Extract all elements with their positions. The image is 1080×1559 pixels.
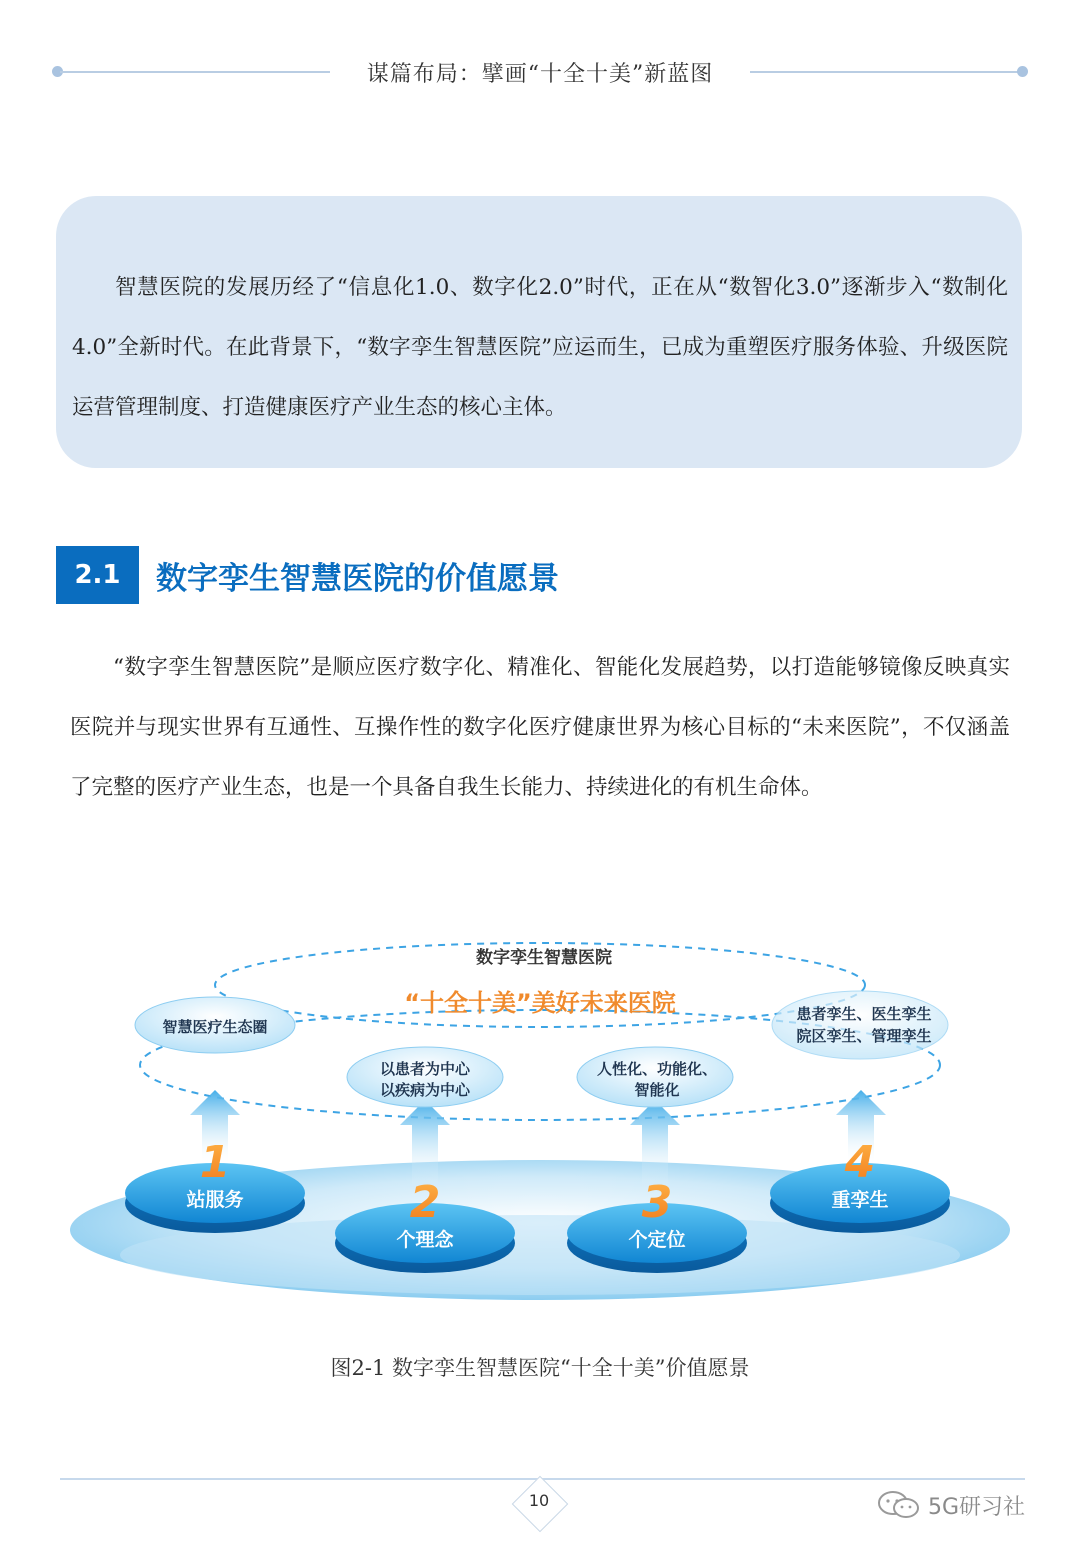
summary-callout — [56, 196, 1022, 468]
running-title: 谋篇布局：擘画“十全十美”新蓝图 — [366, 62, 714, 87]
header-dot-right — [1017, 66, 1028, 77]
label-twins-line2: 院区孪生、管理孪生 — [796, 1027, 932, 1045]
bubble-twins — [772, 991, 948, 1059]
page-number: 10 — [528, 1491, 550, 1510]
label-center-patient: 以患者为中心 — [379, 1060, 471, 1078]
body-paragraph: “数字孪生智慧医院”是顺应医疗数字化、精准化、智能化发展趋势，以打造能够镜像反映真实医院并与现实世界有互通性、互操作性的数字化医疗健康世界为核心目标的“未来医院”，不仅涵盖了完整的医疗产业生态，也是一个具备自我生长能力、持续进化的有机生命体。 — [70, 655, 1010, 800]
figure-headline: “十全十美”美好未来医院 — [404, 989, 676, 1017]
body-text — [70, 638, 1010, 818]
figure-top-label: 数字孪生智慧医院 — [476, 948, 612, 968]
header-rule-left — [60, 71, 330, 73]
header-rule-right — [750, 71, 1020, 73]
page-header — [52, 50, 1028, 94]
pillar-label-4: 重孪生 — [831, 1189, 889, 1211]
pillar-number-2: 2 — [409, 1177, 441, 1228]
label-traits-line1: 人性化、功能化、 — [596, 1060, 718, 1078]
pillar-label-1: 站服务 — [186, 1189, 244, 1211]
value-vision-figure — [60, 925, 1020, 1320]
pillar-label-2: 个理念 — [396, 1229, 454, 1251]
figure-graphic — [60, 925, 1020, 1320]
section-title: 数字孪生智慧医院的价值愿景 — [156, 561, 559, 597]
label-ecosystem: 智慧医疗生态圈 — [162, 1018, 268, 1036]
pillar-number-1: 1 — [199, 1137, 231, 1188]
summary-text: 智慧医院的发展历经了“信息化1.0、数字化2.0”时代，正在从“数智化3.0”逐渐步入“数制化4.0”全新时代。在此背景下，“数字孪生智慧医院”应运而生，已成为重塑医疗服务体验、升级医院运营管理制度、打造健康医疗产业生态的核心主体。 — [72, 275, 1008, 420]
label-twins-line1: 患者孪生、医生孪生 — [796, 1005, 932, 1023]
pillar-number-4: 4 — [844, 1137, 876, 1188]
section-number: 2.1 — [56, 546, 139, 604]
pillar-label-3: 个定位 — [628, 1229, 686, 1251]
label-traits-line2: 智能化 — [634, 1081, 680, 1099]
pillar-number-3: 3 — [641, 1177, 673, 1228]
watermark-text: 5G研习社 — [928, 1494, 1026, 1520]
figure-caption: 图2-1 数字孪生智慧医院“十全十美”价值愿景 — [330, 1356, 750, 1380]
watermark — [876, 1488, 1025, 1522]
label-center-disease: 以疾病为中心 — [379, 1081, 471, 1099]
wechat-icon — [876, 1490, 922, 1520]
